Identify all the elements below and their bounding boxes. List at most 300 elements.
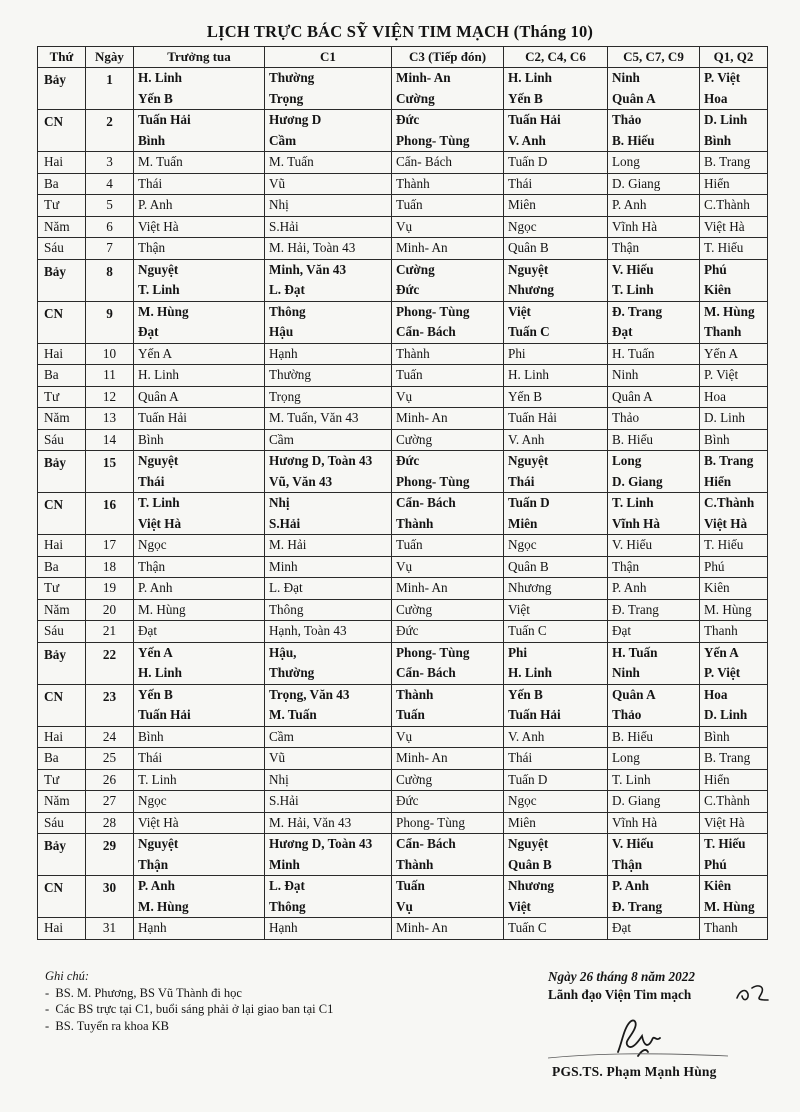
cell-ngay: 11 — [86, 365, 134, 387]
cell-c2-c4-c6: Việt — [504, 599, 608, 621]
cell-q1-q2: Kiên — [700, 876, 768, 897]
cell-c2-c4-c6: H. Linh — [504, 663, 608, 684]
cell-c2-c4-c6: Quân B — [504, 238, 608, 260]
cell-c2-c4-c6: Việt — [504, 301, 608, 322]
schedule-row — [38, 855, 768, 876]
schedule-row — [38, 386, 768, 408]
cell-c5-c7-c9: Long — [608, 451, 700, 472]
cell-thu: Ba — [38, 556, 86, 578]
cell-thu: CN — [38, 876, 86, 918]
schedule-row — [38, 173, 768, 195]
cell-c5-c7-c9: Đ. Trang — [608, 897, 700, 918]
cell-thu: Hai — [38, 918, 86, 940]
cell-c3-tiep-don: Cường — [392, 429, 504, 451]
cell-q1-q2: P. Việt — [700, 365, 768, 387]
cell-q1-q2: Bình — [700, 429, 768, 451]
note-text: BS. M. Phương, BS Vũ Thành đi học — [55, 985, 242, 1000]
cell-c5-c7-c9: B. Hiếu — [608, 429, 700, 451]
schedule-row — [38, 152, 768, 174]
cell-thu: Tư — [38, 578, 86, 600]
cell-c1: M. Hải — [265, 535, 392, 557]
cell-ngay: 10 — [86, 343, 134, 365]
schedule-row — [38, 705, 768, 726]
column-header-c3: C3 (Tiếp đón) — [392, 47, 504, 68]
cell-ngay: 9 — [86, 301, 134, 343]
cell-c1: Cầm — [265, 429, 392, 451]
cell-c2-c4-c6: H. Linh — [504, 365, 608, 387]
cell-c2-c4-c6: Tuấn C — [504, 918, 608, 940]
schedule-row — [38, 726, 768, 748]
cell-q1-q2: P. Việt — [700, 663, 768, 684]
cell-thu: CN — [38, 493, 86, 535]
cell-c5-c7-c9: Vĩnh Hà — [608, 812, 700, 834]
cell-c1: Vũ — [265, 748, 392, 770]
column-header-ngay: Ngày — [86, 47, 134, 68]
cell-truong-tua: P. Anh — [134, 876, 265, 897]
schedule-row — [38, 663, 768, 684]
cell-c5-c7-c9: V. Hiếu — [608, 834, 700, 855]
cell-c5-c7-c9: Vĩnh Hà — [608, 216, 700, 238]
cell-thu: Năm — [38, 408, 86, 430]
cell-q1-q2: D. Linh — [700, 408, 768, 430]
cell-c1: Minh, Văn 43 — [265, 259, 392, 280]
cell-thu: Hai — [38, 726, 86, 748]
cell-c3-tiep-don: Cẩn- Bách — [392, 834, 504, 855]
margin-scribble — [734, 980, 774, 1006]
cell-truong-tua: Thận — [134, 556, 265, 578]
cell-truong-tua: Yến B — [134, 89, 265, 110]
cell-c1: M. Tuấn — [265, 152, 392, 174]
cell-thu: Bảy — [38, 68, 86, 110]
cell-c3-tiep-don: Cường — [392, 259, 504, 280]
cell-c2-c4-c6: Quân B — [504, 556, 608, 578]
cell-c3-tiep-don: Minh- An — [392, 408, 504, 430]
cell-c2-c4-c6: Miên — [504, 195, 608, 217]
cell-thu: Ba — [38, 748, 86, 770]
cell-q1-q2: T. Hiếu — [700, 535, 768, 557]
cell-truong-tua: Việt Hà — [134, 216, 265, 238]
cell-c2-c4-c6: Nhương — [504, 578, 608, 600]
cell-c5-c7-c9: T. Linh — [608, 493, 700, 514]
cell-truong-tua: P. Anh — [134, 578, 265, 600]
cell-c3-tiep-don: Minh- An — [392, 68, 504, 89]
cell-c2-c4-c6: Yến B — [504, 684, 608, 705]
cell-c1: Thường — [265, 365, 392, 387]
schedule-row — [38, 343, 768, 365]
cell-c3-tiep-don: Cường — [392, 89, 504, 110]
cell-c3-tiep-don: Vụ — [392, 386, 504, 408]
cell-q1-q2: Bình — [700, 131, 768, 152]
cell-thu: Bảy — [38, 259, 86, 301]
cell-truong-tua: Nguyệt — [134, 451, 265, 472]
cell-q1-q2: Thanh — [700, 918, 768, 940]
cell-c1: Hậu — [265, 322, 392, 343]
cell-c3-tiep-don: Minh- An — [392, 918, 504, 940]
cell-thu: Bảy — [38, 642, 86, 684]
cell-c2-c4-c6: Thái — [504, 472, 608, 493]
schedule-row — [38, 748, 768, 770]
cell-thu: Tư — [38, 769, 86, 791]
cell-c5-c7-c9: Long — [608, 152, 700, 174]
cell-truong-tua: Thái — [134, 472, 265, 493]
cell-ngay: 16 — [86, 493, 134, 535]
cell-thu: Hai — [38, 343, 86, 365]
cell-c1: Cầm — [265, 726, 392, 748]
cell-ngay: 3 — [86, 152, 134, 174]
cell-ngay: 12 — [86, 386, 134, 408]
cell-thu: Hai — [38, 152, 86, 174]
signature-role: Lãnh đạo Viện Tim mạch — [548, 987, 692, 1002]
note-item: - BS. M. Phương, BS Vũ Thành đi học — [45, 985, 242, 1000]
cell-c1: Trọng — [265, 89, 392, 110]
cell-truong-tua: Nguyệt — [134, 834, 265, 855]
schedule-row — [38, 578, 768, 600]
cell-truong-tua: P. Anh — [134, 195, 265, 217]
cell-c3-tiep-don: Cẩn- Bách — [392, 493, 504, 514]
schedule-row — [38, 451, 768, 472]
cell-thu: CN — [38, 110, 86, 152]
page-title: LỊCH TRỰC BÁC SỸ VIỆN TIM MẠCH (Tháng 10) — [206, 22, 594, 41]
cell-thu: Tư — [38, 195, 86, 217]
cell-ngay: 20 — [86, 599, 134, 621]
cell-c3-tiep-don: Thành — [392, 855, 504, 876]
cell-q1-q2: Phú — [700, 259, 768, 280]
schedule-row — [38, 621, 768, 643]
cell-c5-c7-c9: Thảo — [608, 110, 700, 131]
notes-block — [45, 968, 333, 1034]
cell-c2-c4-c6: H. Linh — [504, 68, 608, 89]
cell-c1: M. Tuấn, Văn 43 — [265, 408, 392, 430]
cell-c1: Minh — [265, 855, 392, 876]
schedule-row — [38, 68, 768, 89]
cell-q1-q2: Việt Hà — [700, 216, 768, 238]
cell-c1: Thường — [265, 68, 392, 89]
cell-ngay: 31 — [86, 918, 134, 940]
cell-thu: Bảy — [38, 834, 86, 876]
cell-c5-c7-c9: D. Giang — [608, 791, 700, 813]
cell-c1: M. Hải, Toàn 43 — [265, 238, 392, 260]
cell-ngay: 27 — [86, 791, 134, 813]
cell-c2-c4-c6: Nhương — [504, 876, 608, 897]
cell-c5-c7-c9: V. Hiếu — [608, 259, 700, 280]
duty-schedule-table — [37, 46, 768, 940]
cell-q1-q2: Kiên — [700, 280, 768, 301]
cell-q1-q2: Hoa — [700, 684, 768, 705]
cell-truong-tua: Tuấn Hải — [134, 408, 265, 430]
cell-c5-c7-c9: P. Anh — [608, 578, 700, 600]
cell-ngay: 19 — [86, 578, 134, 600]
schedule-row — [38, 514, 768, 535]
cell-truong-tua: Đạt — [134, 322, 265, 343]
cell-c2-c4-c6: Miên — [504, 514, 608, 535]
cell-q1-q2: C.Thành — [700, 195, 768, 217]
cell-c3-tiep-don: Thành — [392, 684, 504, 705]
cell-c5-c7-c9: Thận — [608, 556, 700, 578]
cell-c5-c7-c9: H. Tuấn — [608, 642, 700, 663]
cell-truong-tua: Yến A — [134, 642, 265, 663]
schedule-row — [38, 429, 768, 451]
cell-q1-q2: M. Hùng — [700, 599, 768, 621]
cell-c3-tiep-don: Tuấn — [392, 195, 504, 217]
cell-c3-tiep-don: Tuấn — [392, 365, 504, 387]
cell-c1: Thông — [265, 301, 392, 322]
cell-ngay: 28 — [86, 812, 134, 834]
cell-c2-c4-c6: Tuấn Hải — [504, 705, 608, 726]
cell-c2-c4-c6: Thái — [504, 173, 608, 195]
schedule-row — [38, 238, 768, 260]
cell-c3-tiep-don: Tuấn — [392, 535, 504, 557]
cell-c1: Vũ, Văn 43 — [265, 472, 392, 493]
schedule-row — [38, 684, 768, 705]
cell-c5-c7-c9: P. Anh — [608, 876, 700, 897]
cell-c1: Thường — [265, 663, 392, 684]
cell-c5-c7-c9: Quân A — [608, 684, 700, 705]
cell-c1: L. Đạt — [265, 280, 392, 301]
cell-c1: Trọng, Văn 43 — [265, 684, 392, 705]
cell-truong-tua: Việt Hà — [134, 812, 265, 834]
cell-c2-c4-c6: Tuấn D — [504, 769, 608, 791]
schedule-row — [38, 535, 768, 557]
cell-c3-tiep-don: Cẩn- Bách — [392, 152, 504, 174]
cell-truong-tua: Nguyệt — [134, 259, 265, 280]
cell-truong-tua: Yến B — [134, 684, 265, 705]
cell-c3-tiep-don: Phong- Tùng — [392, 812, 504, 834]
cell-ngay: 30 — [86, 876, 134, 918]
cell-q1-q2: Thanh — [700, 621, 768, 643]
cell-c1: Nhị — [265, 493, 392, 514]
cell-thu: Sáu — [38, 238, 86, 260]
cell-c2-c4-c6: Quân B — [504, 855, 608, 876]
cell-ngay: 5 — [86, 195, 134, 217]
signer-name: PGS.TS. Phạm Mạnh Hùng — [552, 1064, 717, 1079]
cell-c5-c7-c9: Thận — [608, 855, 700, 876]
cell-q1-q2: Phú — [700, 556, 768, 578]
schedule-row — [38, 834, 768, 855]
cell-q1-q2: Việt Hà — [700, 812, 768, 834]
cell-c1: Trọng — [265, 386, 392, 408]
schedule-row — [38, 301, 768, 322]
note-text: Các BS trực tại C1, buổi sáng phải ở lại giao ban tại C1 — [55, 1002, 334, 1016]
schedule-row — [38, 322, 768, 343]
cell-c3-tiep-don: Minh- An — [392, 238, 504, 260]
cell-c2-c4-c6: Tuấn C — [504, 621, 608, 643]
cell-q1-q2: Yến A — [700, 343, 768, 365]
cell-c5-c7-c9: Long — [608, 748, 700, 770]
cell-c1: L. Đạt — [265, 876, 392, 897]
cell-truong-tua: Việt Hà — [134, 514, 265, 535]
cell-c1: Nhị — [265, 769, 392, 791]
cell-c3-tiep-don: Vụ — [392, 726, 504, 748]
cell-c2-c4-c6: V. Anh — [504, 726, 608, 748]
schedule-body — [38, 68, 768, 940]
cell-truong-tua: Quân A — [134, 386, 265, 408]
cell-ngay: 1 — [86, 68, 134, 110]
cell-q1-q2: B. Trang — [700, 152, 768, 174]
schedule-row — [38, 599, 768, 621]
cell-truong-tua: Bình — [134, 131, 265, 152]
cell-c3-tiep-don: Minh- An — [392, 578, 504, 600]
cell-thu: CN — [38, 301, 86, 343]
cell-thu: Ba — [38, 365, 86, 387]
column-header-truong-tua: Trưởng tua — [134, 47, 265, 68]
cell-c3-tiep-don: Đức — [392, 110, 504, 131]
schedule-row — [38, 791, 768, 813]
cell-ngay: 15 — [86, 451, 134, 493]
cell-c5-c7-c9: B. Hiếu — [608, 131, 700, 152]
cell-c1: S.Hải — [265, 216, 392, 238]
cell-truong-tua: H. Linh — [134, 365, 265, 387]
schedule-row — [38, 472, 768, 493]
column-header-thu: Thứ — [38, 47, 86, 68]
cell-c5-c7-c9: Thận — [608, 238, 700, 260]
cell-c2-c4-c6: V. Anh — [504, 429, 608, 451]
cell-c2-c4-c6: Tuấn Hải — [504, 408, 608, 430]
cell-c3-tiep-don: Phong- Tùng — [392, 472, 504, 493]
cell-c5-c7-c9: Đạt — [608, 918, 700, 940]
schedule-row — [38, 556, 768, 578]
schedule-row — [38, 876, 768, 897]
cell-ngay: 17 — [86, 535, 134, 557]
cell-c2-c4-c6: V. Anh — [504, 131, 608, 152]
cell-c5-c7-c9: P. Anh — [608, 195, 700, 217]
schedule-row — [38, 365, 768, 387]
cell-q1-q2: Hoa — [700, 89, 768, 110]
schedule-row — [38, 131, 768, 152]
notes-heading: Ghi chú: — [45, 969, 90, 983]
cell-c2-c4-c6: Tuấn D — [504, 493, 608, 514]
cell-c5-c7-c9: T. Linh — [608, 280, 700, 301]
schedule-row — [38, 89, 768, 110]
cell-c1: Nhị — [265, 195, 392, 217]
cell-ngay: 13 — [86, 408, 134, 430]
cell-truong-tua: Bình — [134, 726, 265, 748]
cell-c2-c4-c6: Tuấn D — [504, 152, 608, 174]
cell-c2-c4-c6: Ngọc — [504, 791, 608, 813]
cell-c5-c7-c9: Ninh — [608, 365, 700, 387]
cell-truong-tua: Thận — [134, 855, 265, 876]
cell-c2-c4-c6: Ngọc — [504, 535, 608, 557]
cell-c3-tiep-don: Phong- Tùng — [392, 642, 504, 663]
cell-c2-c4-c6: Nguyệt — [504, 259, 608, 280]
cell-c1: Hạnh, Toàn 43 — [265, 621, 392, 643]
cell-truong-tua: Ngọc — [134, 791, 265, 813]
cell-c1: M. Tuấn — [265, 705, 392, 726]
cell-q1-q2: T. Hiếu — [700, 238, 768, 260]
cell-truong-tua: Yến A — [134, 343, 265, 365]
cell-q1-q2: T. Hiếu — [700, 834, 768, 855]
cell-c5-c7-c9: Đạt — [608, 621, 700, 643]
cell-q1-q2: Hiển — [700, 769, 768, 791]
cell-c3-tiep-don: Cẩn- Bách — [392, 322, 504, 343]
cell-truong-tua: T. Linh — [134, 280, 265, 301]
cell-ngay: 14 — [86, 429, 134, 451]
cell-c3-tiep-don: Vụ — [392, 897, 504, 918]
cell-c2-c4-c6: Nguyệt — [504, 834, 608, 855]
cell-truong-tua: Hạnh — [134, 918, 265, 940]
cell-c5-c7-c9: Vĩnh Hà — [608, 514, 700, 535]
cell-c5-c7-c9: Ninh — [608, 663, 700, 684]
header-row — [38, 47, 768, 68]
cell-c2-c4-c6: Phi — [504, 343, 608, 365]
cell-c1: Vũ — [265, 173, 392, 195]
cell-thu: Năm — [38, 599, 86, 621]
cell-c1: Hạnh — [265, 343, 392, 365]
cell-c1: M. Hải, Văn 43 — [265, 812, 392, 834]
schedule-row — [38, 110, 768, 131]
cell-c3-tiep-don: Tuấn — [392, 705, 504, 726]
schedule-row — [38, 769, 768, 791]
column-header-c2-c4-c6: C2, C4, C6 — [504, 47, 608, 68]
cell-truong-tua: Bình — [134, 429, 265, 451]
cell-q1-q2: M. Hùng — [700, 897, 768, 918]
cell-c5-c7-c9: D. Giang — [608, 173, 700, 195]
cell-ngay: 18 — [86, 556, 134, 578]
cell-thu: Sáu — [38, 621, 86, 643]
cell-q1-q2: Phú — [700, 855, 768, 876]
cell-q1-q2: C.Thành — [700, 493, 768, 514]
cell-c3-tiep-don: Cẩn- Bách — [392, 663, 504, 684]
cell-ngay: 7 — [86, 238, 134, 260]
signature-date: Ngày 26 tháng 8 năm 2022 — [548, 969, 695, 984]
cell-c3-tiep-don: Vụ — [392, 556, 504, 578]
cell-c2-c4-c6: Yến B — [504, 89, 608, 110]
cell-c2-c4-c6: Ngọc — [504, 216, 608, 238]
cell-truong-tua: H. Linh — [134, 663, 265, 684]
cell-truong-tua: M. Hùng — [134, 897, 265, 918]
cell-c1: Thông — [265, 897, 392, 918]
cell-truong-tua: M. Hùng — [134, 301, 265, 322]
cell-c5-c7-c9: Đ. Trang — [608, 599, 700, 621]
cell-ngay: 4 — [86, 173, 134, 195]
cell-ngay: 8 — [86, 259, 134, 301]
cell-q1-q2: D. Linh — [700, 705, 768, 726]
cell-c5-c7-c9: Thảo — [608, 705, 700, 726]
stamp-underline — [548, 1048, 728, 1062]
cell-ngay: 21 — [86, 621, 134, 643]
cell-c2-c4-c6: Nhương — [504, 280, 608, 301]
cell-c5-c7-c9: T. Linh — [608, 769, 700, 791]
cell-truong-tua: Thái — [134, 173, 265, 195]
cell-c1: Hạnh — [265, 918, 392, 940]
cell-c2-c4-c6: Tuấn C — [504, 322, 608, 343]
cell-c1: Hương D, Toàn 43 — [265, 834, 392, 855]
schedule-row — [38, 280, 768, 301]
cell-c3-tiep-don: Thành — [392, 514, 504, 535]
schedule-row — [38, 897, 768, 918]
schedule-row — [38, 918, 768, 940]
cell-truong-tua: H. Linh — [134, 68, 265, 89]
schedule-row — [38, 195, 768, 217]
cell-q1-q2: B. Trang — [700, 451, 768, 472]
cell-c2-c4-c6: Thái — [504, 748, 608, 770]
cell-c1: Hương D — [265, 110, 392, 131]
cell-c2-c4-c6: Việt — [504, 897, 608, 918]
cell-q1-q2: B. Trang — [700, 748, 768, 770]
cell-c3-tiep-don: Vụ — [392, 216, 504, 238]
cell-c1: S.Hải — [265, 514, 392, 535]
cell-truong-tua: Tuấn Hải — [134, 110, 265, 131]
cell-q1-q2: C.Thành — [700, 791, 768, 813]
cell-q1-q2: Hoa — [700, 386, 768, 408]
cell-q1-q2: D. Linh — [700, 110, 768, 131]
schedule-row — [38, 216, 768, 238]
cell-c3-tiep-don: Thành — [392, 343, 504, 365]
cell-q1-q2: Việt Hà — [700, 514, 768, 535]
cell-thu: Bảy — [38, 451, 86, 493]
signature-block — [548, 968, 788, 1079]
cell-q1-q2: Kiên — [700, 578, 768, 600]
cell-c1: L. Đạt — [265, 578, 392, 600]
